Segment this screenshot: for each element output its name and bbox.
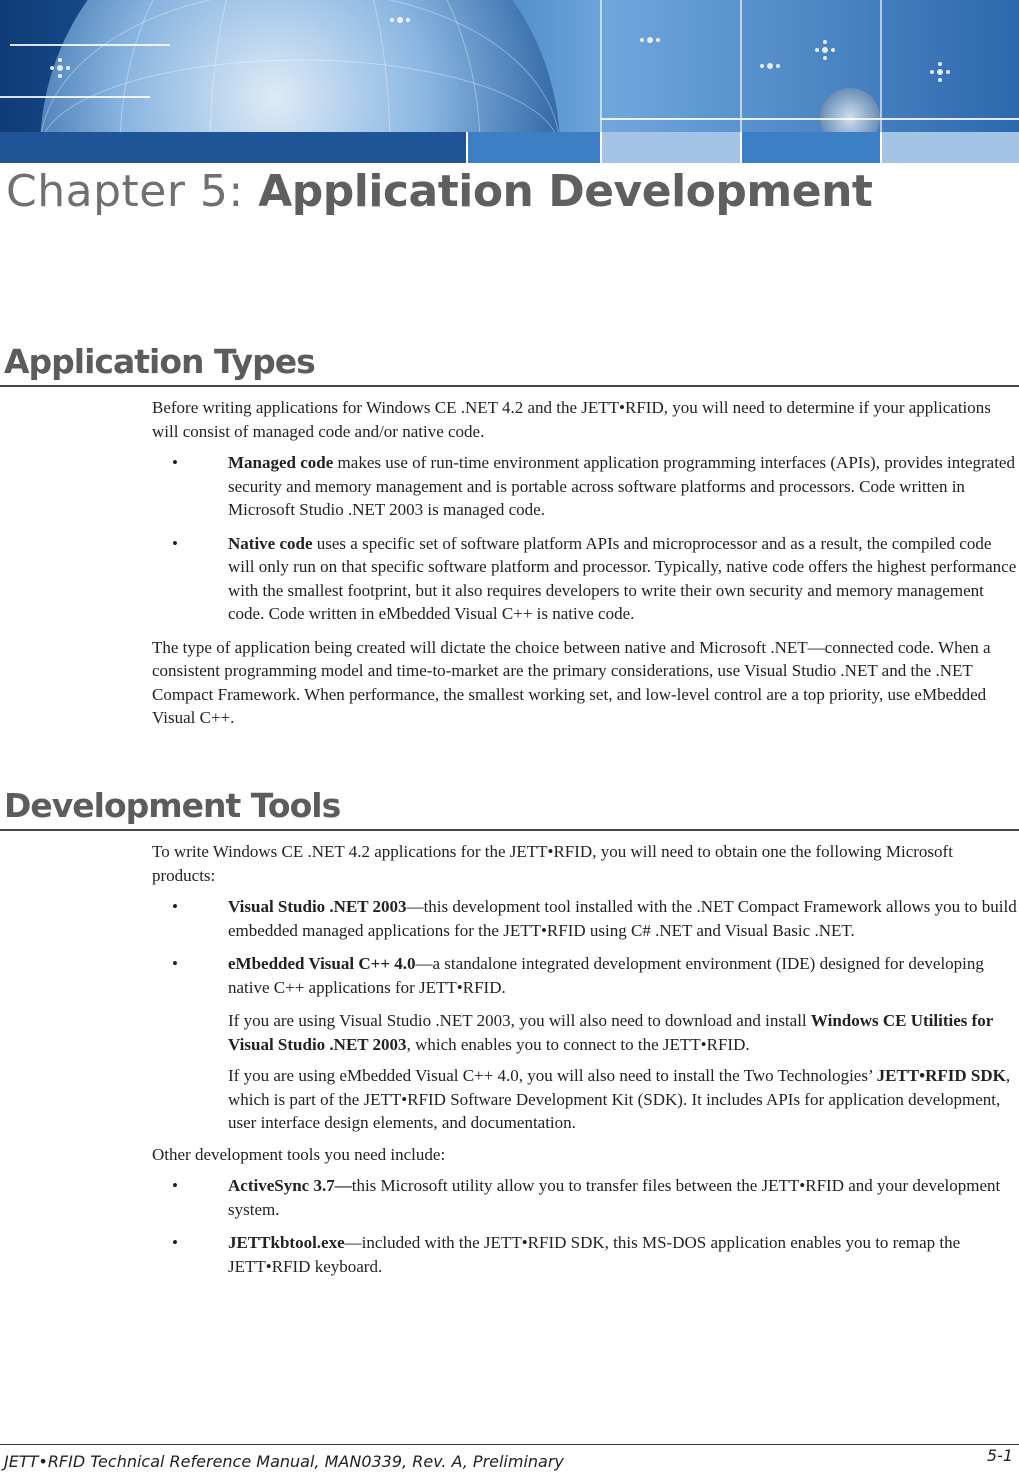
list-item	[152, 895, 1018, 942]
section-heading-application-types: Application Types	[4, 342, 315, 381]
banner-color-strip	[0, 132, 1019, 163]
paragraph: To write Windows CE .NET 4.2 applications for the JETT•RFID, you will need to obtain one the following Microsoft products:	[152, 842, 953, 885]
term: ActiveSync 3.7—	[228, 1176, 352, 1195]
bullet-icon: •	[172, 1233, 178, 1252]
bullet-icon: •	[172, 1176, 178, 1195]
bullet-icon: •	[172, 897, 178, 916]
note-text: , which enables you to connect to the JETT•RFID.	[406, 1034, 750, 1054]
bullet-list	[152, 1174, 1018, 1278]
term: Managed code	[228, 453, 334, 472]
strip-segment	[602, 132, 740, 163]
note-emphasis: JETT•RFID SDK	[876, 1066, 1006, 1085]
note-paragraph	[228, 1009, 1018, 1056]
list-item	[152, 532, 1018, 626]
list-item	[152, 451, 1018, 522]
term-description: —this development tool installed with the .NET Compact Framework allows you to build embedded managed applications for the JETT•RFID using C# .NET and Visual Basic .NET.	[228, 897, 1017, 940]
paragraph: The type of application being created will dictate the choice between native and Microsoft .NET—connected code. When a consistent programming model and time-to-market are the primary considerations, use Visual Studio .NET and the .NET Compact Framework. When performance, the smallest working set, and low-level control are a top priority, use eMbedded Visual C++.	[152, 637, 991, 727]
strip-segment	[882, 132, 1019, 163]
chapter-number: Chapter 5:	[6, 166, 259, 217]
note-text: If you are using eMbedded Visual C++ 4.0, you will also need to install the Two Technologies’	[228, 1066, 877, 1085]
footer-manual-title: JETT•RFID Technical Reference Manual, MAN0339, Rev. A, Preliminary	[4, 1452, 564, 1471]
strip-segment	[742, 132, 880, 163]
bullet-list	[152, 895, 1018, 999]
footer-rule	[0, 1444, 1019, 1445]
term-description: —included with the JETT•RFID SDK, this MS-DOS application enables you to remap the JETT•RFID keyboard.	[228, 1233, 961, 1276]
chapter-title	[6, 166, 872, 217]
strip-segment	[468, 132, 600, 163]
term-description: uses a specific set of software platform APIs and microprocessor and as a result, the compiled code will only run on that specific software platform and processor. Typically, native code offers the highest performance with the smallest footprint, but it also requires developers to write their own security and memory management code. Code written in eMbedded Visual C++ is native code.	[228, 533, 1017, 623]
term: eMbedded Visual C++ 4.0	[228, 954, 416, 973]
bullet-icon: •	[172, 533, 178, 553]
term-description: —a standalone integrated development environment (IDE) designed for developing native C++ applications for JETT•RFID.	[228, 954, 984, 997]
page-number: 5-1	[986, 1446, 1013, 1465]
list-item	[152, 1231, 1018, 1278]
bullet-list	[152, 451, 1018, 626]
bullet-icon: •	[172, 954, 178, 973]
note-text: If you are using Visual Studio .NET 2003, you will also need to download and install	[228, 1011, 811, 1030]
note-text: , which is part of the JETT•RFID Software Development Kit (SDK). It includes APIs for application development, user interface design elements, and documentation.	[228, 1066, 1011, 1132]
term: Native code	[228, 533, 313, 553]
term: JETTkbtool.exe	[228, 1233, 345, 1252]
chapter-name: Application Development	[258, 166, 873, 217]
section-rule	[0, 829, 1019, 831]
paragraph: Before writing applications for Windows CE .NET 4.2 and the JETT•RFID, you will need to determine if your applications will consist of managed code and/or native code.	[152, 398, 991, 441]
list-item	[152, 952, 1018, 999]
term-description: makes use of run-time environment application programming interfaces (APIs), provides integrated security and memory management and is portable across software platforms and processors. Code written in Microsoft Studio .NET 2003 is managed code.	[228, 453, 1015, 519]
chapter-banner	[0, 0, 1019, 163]
section-rule	[0, 385, 1019, 387]
term-description: this Microsoft utility allow you to transfer files between the JETT•RFID and your development system.	[228, 1176, 1001, 1219]
bullet-icon: •	[172, 453, 178, 472]
section-heading-development-tools: Development Tools	[4, 786, 341, 825]
section-application-types-body	[152, 396, 1018, 738]
list-item	[152, 1174, 1018, 1221]
term: Visual Studio .NET 2003	[228, 897, 407, 916]
section-development-tools-body	[152, 840, 1018, 1288]
note-paragraph	[228, 1064, 1018, 1135]
strip-segment	[0, 132, 466, 163]
note-emphasis: Windows CE Utilities for Visual Studio .NET 2003	[228, 1011, 994, 1054]
globe-banner-image	[0, 0, 1019, 132]
paragraph: Other development tools you need include:	[152, 1144, 446, 1164]
